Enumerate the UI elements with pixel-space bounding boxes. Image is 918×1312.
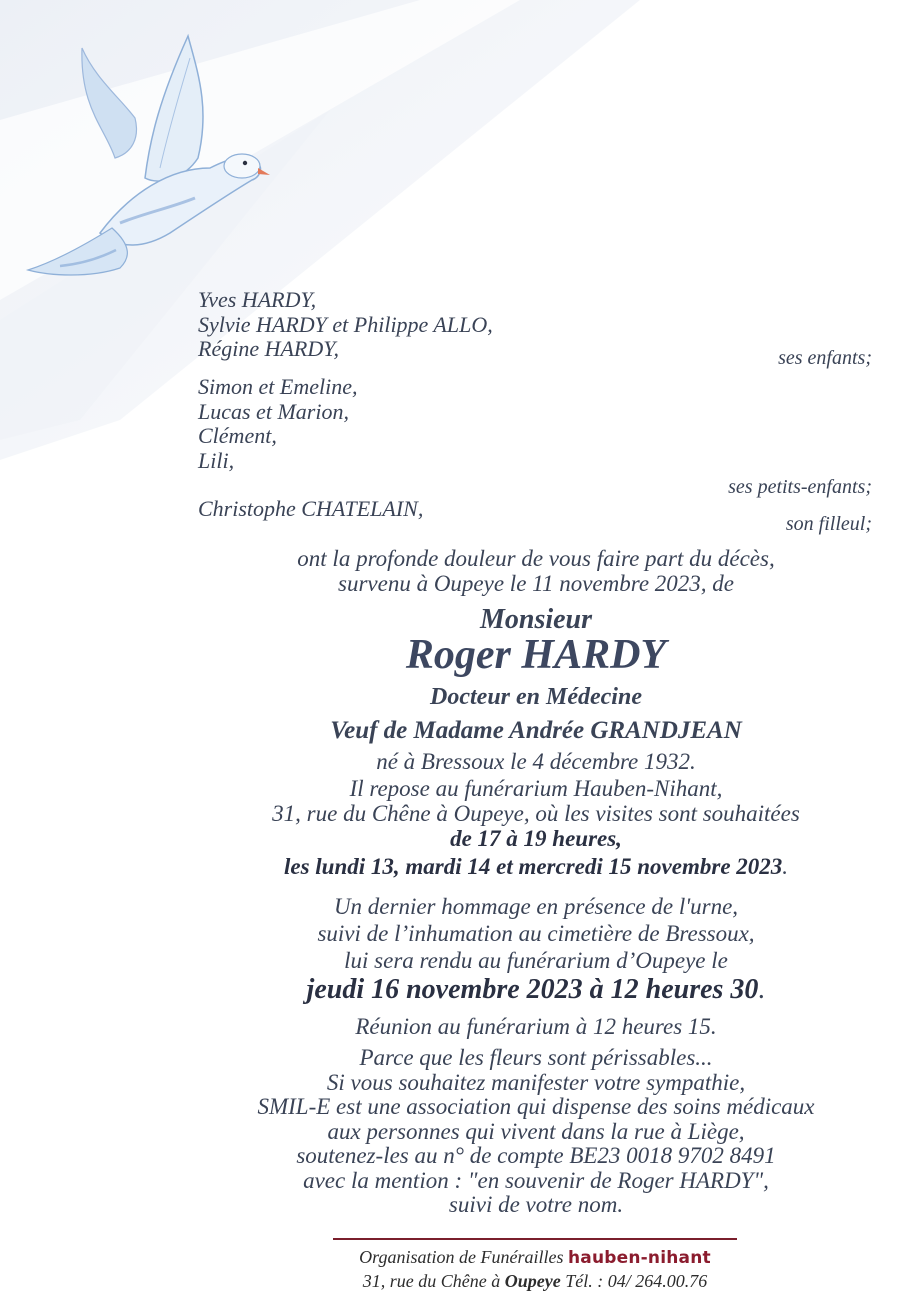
announcement-line: ont la profonde douleur de vous faire part du décès,: [297, 546, 775, 571]
ceremony-date: jeudi 16 novembre 2023 à 12 heures 30: [306, 974, 759, 1005]
footer-phone: Tél. : 04/ 264.00.76: [565, 1271, 708, 1291]
ceremony-line: lui sera rendu au funérarium d’Oupeye le: [344, 948, 728, 973]
child-name: Sylvie HARDY et Philippe ALLO,: [198, 311, 493, 337]
footer-address-prefix: 31, rue du Chêne à: [362, 1271, 501, 1291]
donation-line: suivi de votre nom.: [448, 1192, 624, 1217]
donation-line: soutenez-les au n° de compte BE23 0018 9702 8491: [296, 1143, 776, 1168]
ceremony: [180, 893, 892, 974]
grandchild-name: Clément,: [198, 423, 277, 448]
ceremony-meeting: Réunion au funérarium à 12 heures 15.: [355, 1014, 717, 1039]
footer-org: [333, 1247, 737, 1268]
ceremony-date-row: [180, 974, 892, 1006]
visitation-hours: de 17 à 19 heures,: [450, 826, 622, 851]
grandchild-name: Lucas et Marion,: [198, 398, 349, 424]
announcement: [180, 546, 892, 596]
deceased-profession: Docteur en Médecine: [430, 684, 642, 710]
donation-line: Si vous souhaitez manifester votre sympathie,: [326, 1069, 746, 1095]
child-name: Yves HARDY,: [198, 287, 317, 312]
godson-name: Christophe CHATELAIN,: [198, 496, 424, 521]
deceased-name: Roger HARDY: [405, 632, 667, 678]
dove-icon: [20, 18, 280, 293]
grandchildren-list: [198, 375, 357, 473]
deceased-birth: né à Bressoux le 4 décembre 1932.: [376, 749, 696, 774]
grandchild-name: Simon et Emeline,: [198, 374, 358, 399]
grandchildren-label: ses petits-enfants;: [728, 476, 872, 498]
footer-divider: [333, 1238, 737, 1240]
visitation-line: 31, rue du Chêne à Oupeye, où les visites sont souhaitées: [272, 801, 800, 826]
grandchild-name: Lili,: [198, 447, 235, 473]
visitation-line: Il repose au funérarium Hauben-Nihant,: [349, 776, 723, 801]
godson-label: son filleul;: [785, 513, 872, 535]
donation-line: aux personnes qui vivent dans la rue à Liège,: [327, 1118, 745, 1144]
footer-address-town: Oupeye: [504, 1271, 561, 1291]
children-label: ses enfants;: [778, 347, 872, 369]
child-name: Régine HARDY,: [198, 336, 339, 361]
footer-address: [333, 1271, 737, 1292]
ceremony-line: suivi de l’inhumation au cimetière de Bressoux,: [317, 921, 755, 946]
donation: [180, 1046, 892, 1218]
children-list: [198, 288, 493, 362]
announcement-line: survenu à Oupeye le 11 novembre 2023, de: [338, 571, 734, 596]
ceremony-line: Un dernier hommage en présence de l'urne,: [333, 894, 739, 919]
visitation-days-end: .: [782, 854, 789, 879]
donation-line: avec la mention : "en souvenir de Roger HARDY",: [303, 1167, 769, 1193]
donation-line: SMIL-E est une association qui dispense des soins médicaux: [257, 1094, 815, 1119]
footer-org-prefix: Organisation de Funérailles: [359, 1247, 564, 1267]
deceased-widower: Veuf de Madame Andrée GRANDJEAN: [330, 717, 742, 744]
visitation: [180, 776, 892, 879]
brand-logo: hauben-nihant: [567, 1248, 711, 1268]
deceased-title: Monsieur: [479, 604, 593, 635]
ceremony-date-end: .: [758, 974, 766, 1005]
visitation-days: les lundi 13, mardi 14 et mercredi 15 novembre 2023: [283, 854, 783, 879]
donation-line: Parce que les fleurs sont périssables...: [359, 1045, 713, 1070]
